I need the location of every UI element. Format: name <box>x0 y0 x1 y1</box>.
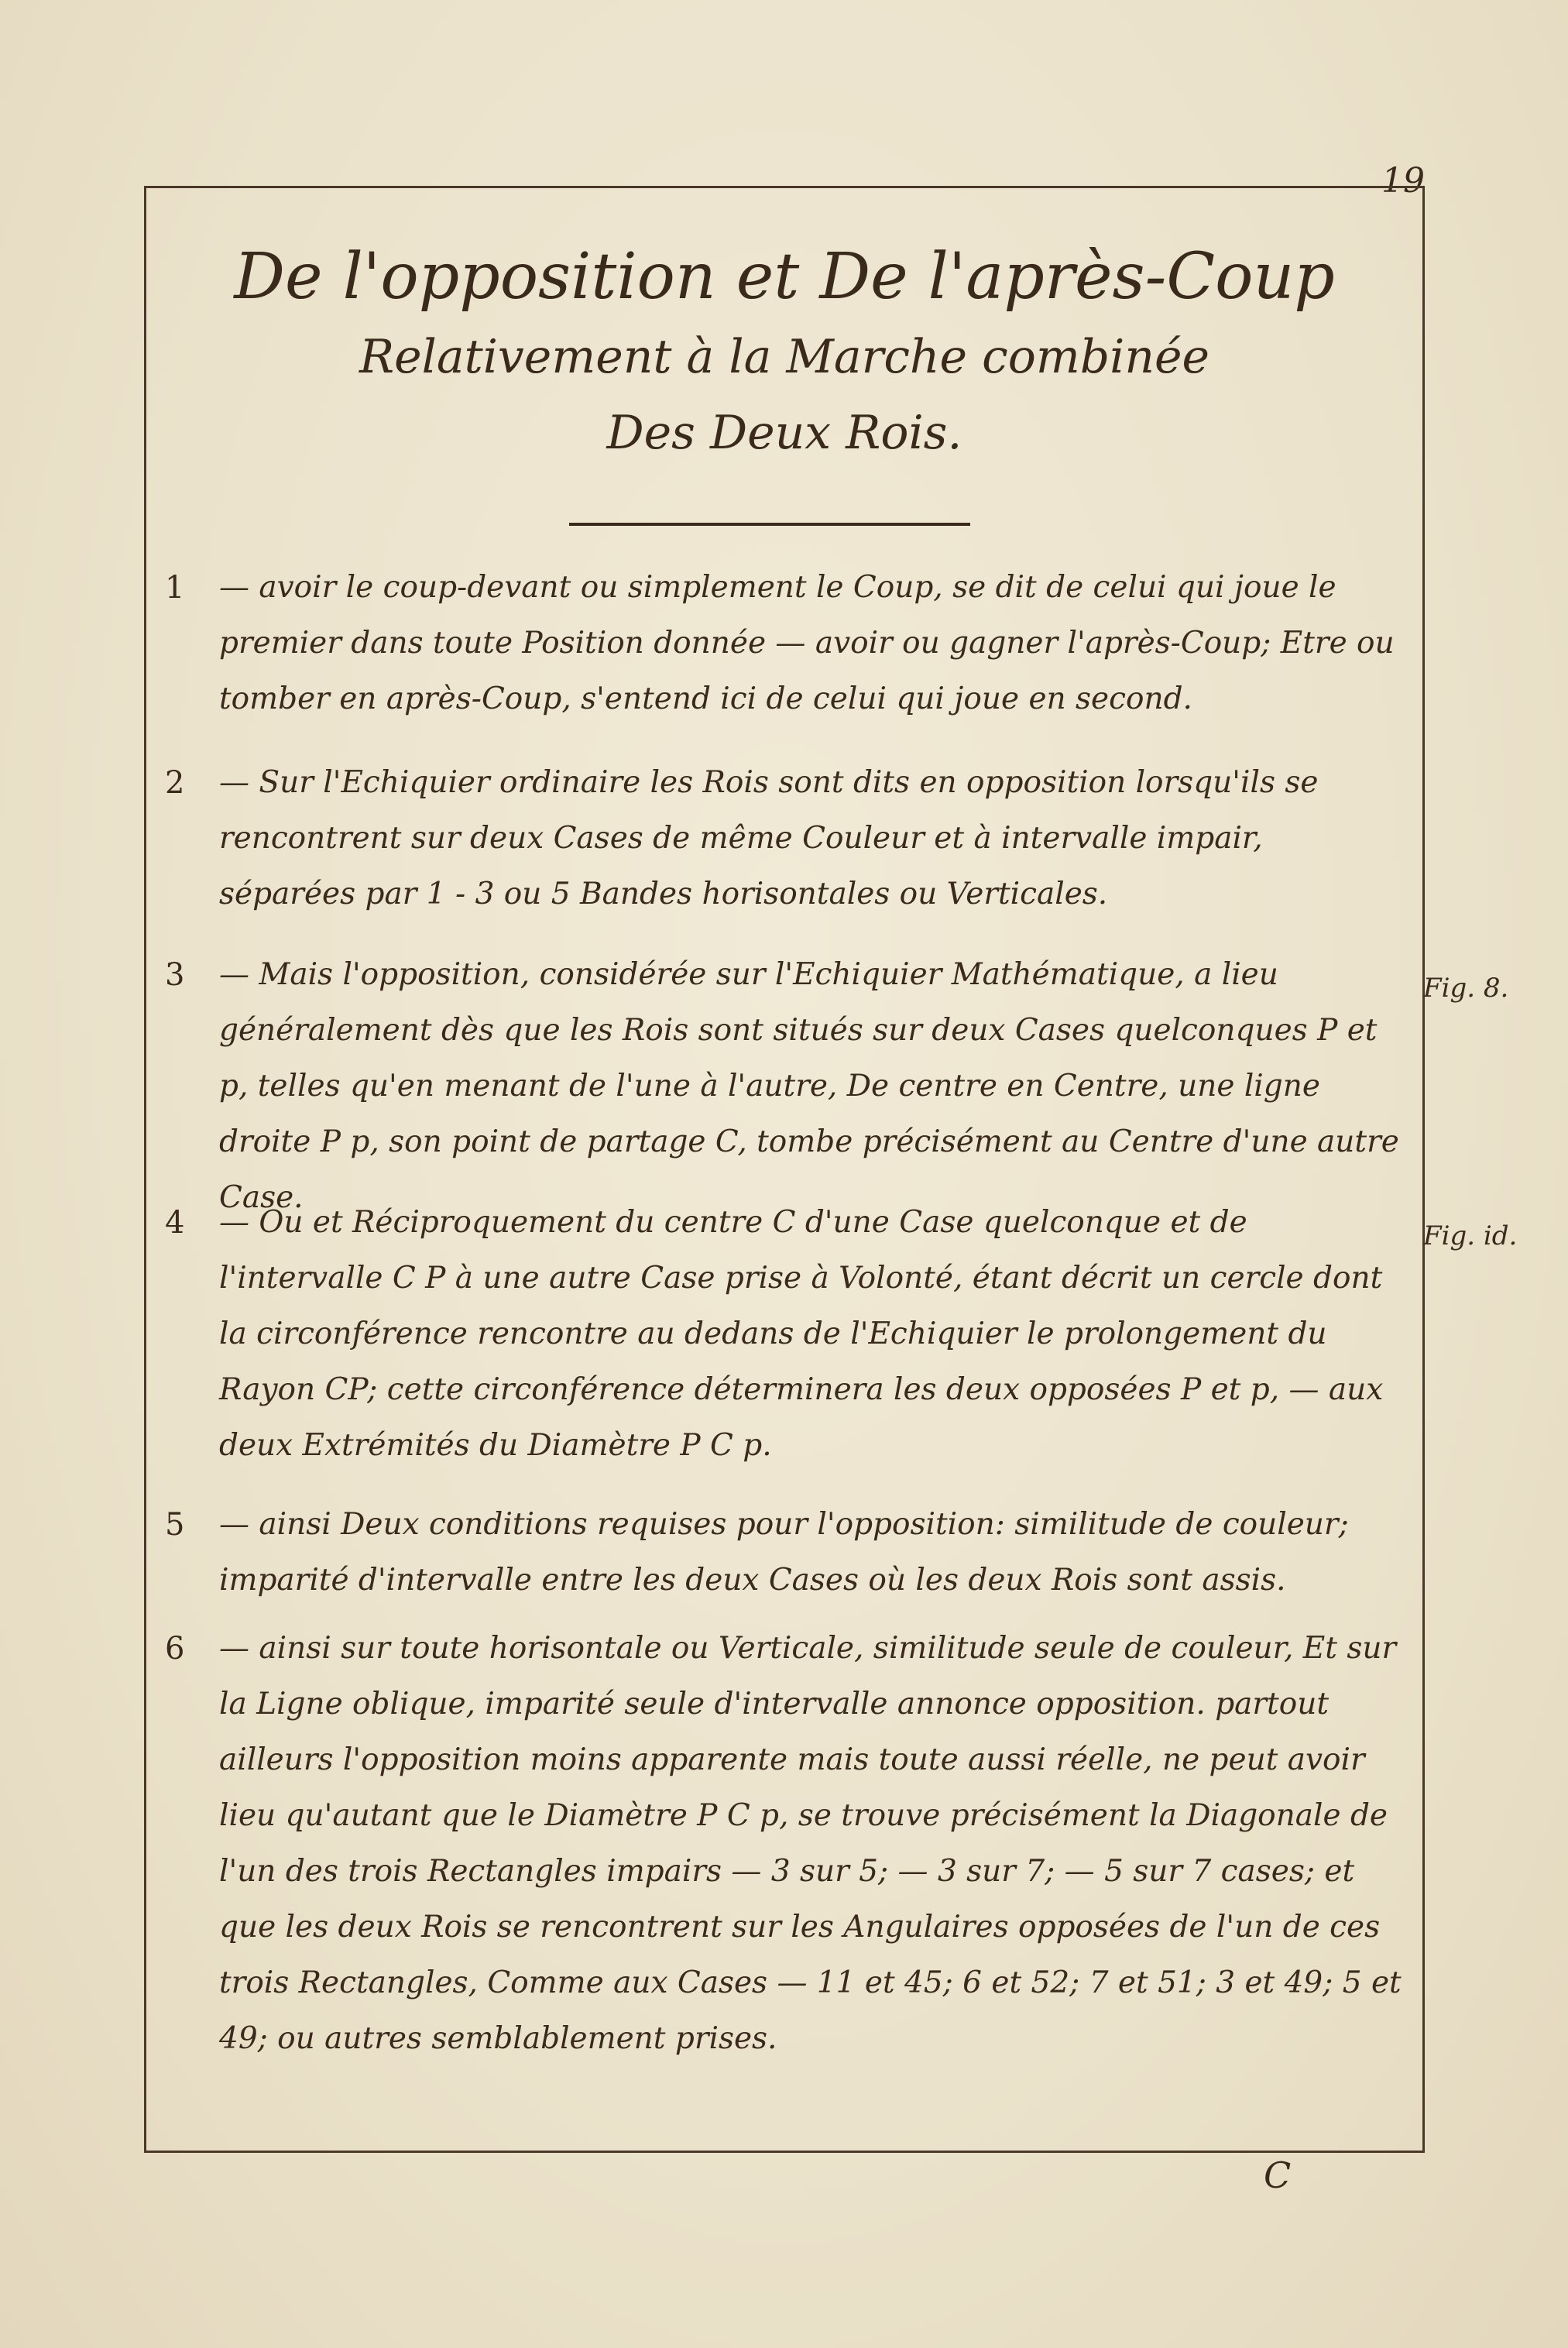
paragraph-3 <box>165 947 1408 1226</box>
paragraph-number: 6 <box>165 1631 185 1667</box>
page-number: 19 <box>1381 161 1425 201</box>
paragraph-4 <box>165 1195 1408 1474</box>
text-frame <box>144 186 1425 2153</box>
paragraph-6 <box>165 1621 1408 2067</box>
paragraph-2 <box>165 755 1408 922</box>
paragraph-text: — Sur l'Echiquier ordinaire les Rois sont dits en opposition lorsqu'ils se rencontrent sur deux Cases de même Couleur et à intervalle impair, séparées par 1 - 3 ou 5 Bandes horisontales ou Verticales. <box>219 765 1319 911</box>
paragraph-text: — ainsi sur toute horisontale ou Verticale, similitude seule de couleur, Et sur la Ligne oblique, imparité seule d'intervalle annonce opposition. partout ailleurs l'opposition moins apparente mais toute aussi réelle, ne peut avoir lieu qu'autant que le Diamètre P C p, se trouve précisément la Diagonale de l'un des trois Rectangles impairs — 3 sur 5; — 3 sur 7; — 5 sur 7 cases; et que les deux Rois se rencontrent sur les Angulaires opposées de l'un de ces trois Rectangles, Comme aux Cases — 11 et 45; 6 et 52; 7 et 51; 3 et 49; 5 et 49; ou autres semblablement prises. <box>219 1631 1402 2056</box>
paragraph-number: 3 <box>165 957 185 993</box>
paragraph-text: — ainsi Deux conditions requises pour l'opposition: similitude de couleur; imparité d'intervalle entre les deux Cases où les deux Rois sont assis. <box>219 1507 1349 1598</box>
title-line-1: De l'opposition et De l'après-Coup <box>234 240 1335 314</box>
paragraph-1 <box>165 560 1408 727</box>
paragraph-5 <box>165 1497 1408 1608</box>
signature-mark: C <box>1264 2154 1292 2196</box>
paragraph-text: — Ou et Réciproquement du centre C d'une Case quelconque et de l'intervalle C P à une autre Case prise à Volonté, étant décrit un cercle dont la circonférence rencontre au dedans de l'Echiquier le prolongement du Rayon CP; cette circonférence déterminera les deux opposées P et p, — aux deux Extrémités du Diamètre P C p. <box>219 1205 1384 1463</box>
title-line-2: Relativement à la Marche combinée <box>359 330 1210 384</box>
margin-note-fig-8: Fig. 8. <box>1423 973 1509 1004</box>
paragraph-number: 5 <box>165 1507 185 1543</box>
paragraph-text: — avoir le coup-devant ou simplement le Coup, se dit de celui qui joue le premier dans toute Position donnée — avoir ou gagner l'après-Coup; Etre ou tomber en après-Coup, s'entend ici de celui qui joue en second. <box>219 570 1395 716</box>
paragraph-number: 1 <box>165 570 185 606</box>
paragraph-number: 2 <box>165 765 185 801</box>
paragraph-number: 4 <box>165 1205 185 1241</box>
paragraph-text: — Mais l'opposition, considérée sur l'Echiquier Mathématique, a lieu généralement dès que les Rois sont situés sur deux Cases quelconques P et p, telles qu'en menant de l'une à l'autre, De centre en Centre, une ligne droite P p, son point de partage C, tombe précisément au Centre d'une autre Case. <box>219 957 1399 1215</box>
title-underline <box>569 523 970 526</box>
title-block <box>146 235 1422 472</box>
title-line-3: Des Deux Rois. <box>606 406 962 460</box>
margin-note-fig-id: Fig. id. <box>1423 1220 1518 1251</box>
